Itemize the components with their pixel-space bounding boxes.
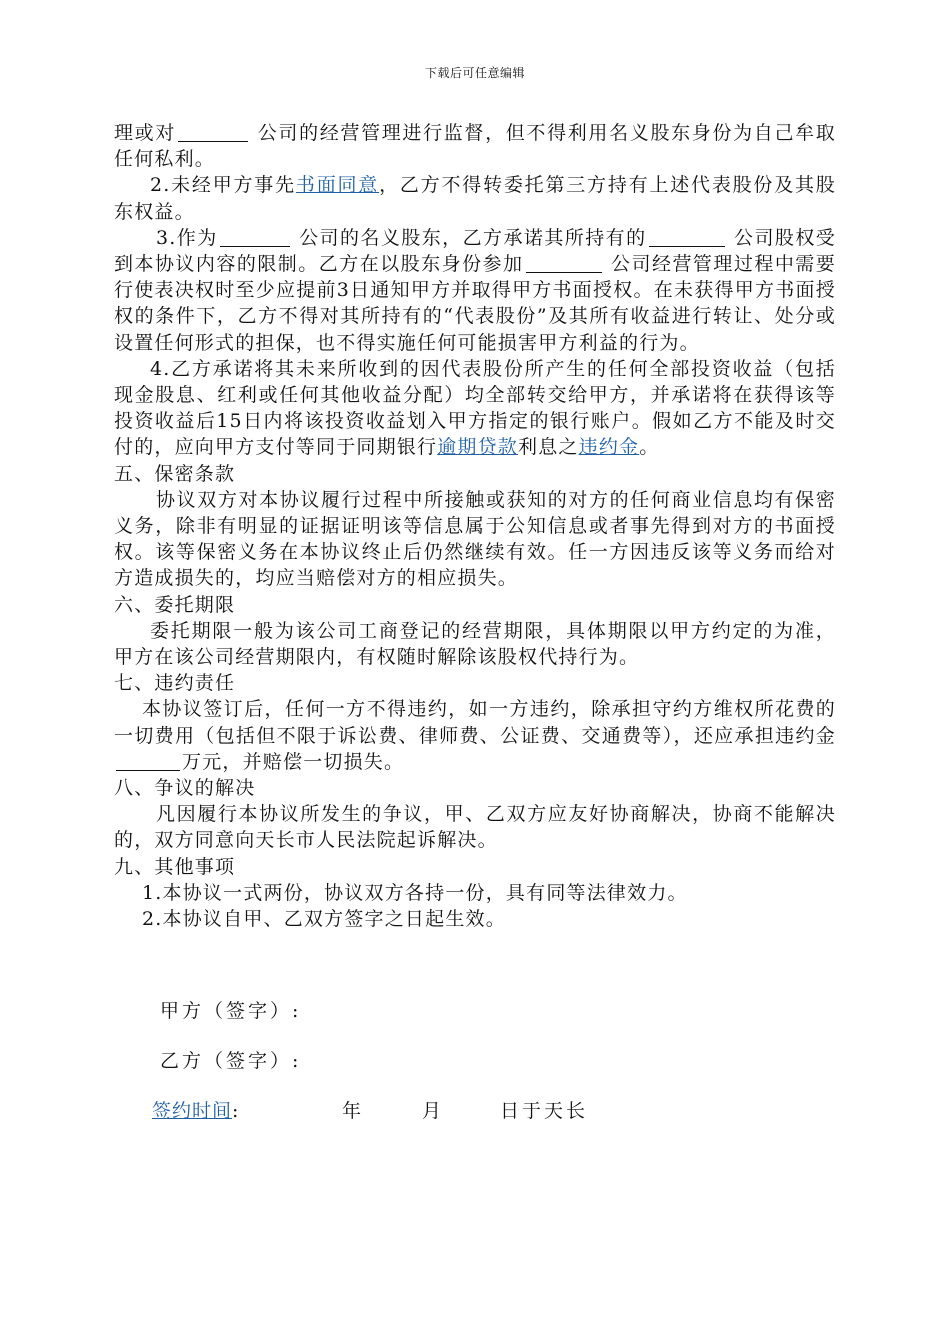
date-month-label: 月 (422, 1100, 445, 1122)
party-b-signature-line: 乙方（签字）: (160, 1050, 302, 1072)
section-body-term: 委托期限一般为该公司工商登记的经营期限，具体期限以甲方约定的为准，甲方在该公司经营期限内，有权随时解除该股权代持行为。 (114, 619, 836, 669)
text-segment: 理或对 (114, 122, 177, 144)
text-segment: 利息之 (518, 436, 579, 459)
fill-in-blank[interactable] (526, 254, 602, 273)
text-segment: 公司的经营管理进行监督，但不得利用名义股东身份为自己牟取任何私利。 (114, 122, 836, 171)
text-segment: 4.乙方承诺将其未来所收到的因代表股份所产生的任何全部投资收益（包括现金股息、红利或任何其他收益分配）均全部转交给甲方，并承诺将在获得该等投资收益后15日内将该投资收益划入甲方指定的银行账户。假如乙方不能及时交付的，应向甲方支付等同于同期银行 (114, 357, 836, 459)
document-body (114, 120, 836, 932)
fill-in-blank[interactable] (220, 228, 290, 247)
page-header: 下载后可任意编辑 (424, 66, 525, 80)
text-segment: 本协议签订后，任何一方不得违约，如一方违约，除承担守约方维权所花费的一切费用（包括但不限于诉讼费、律师费、公证费、交通费等），还应承担违约金 (114, 698, 836, 747)
link-overdue-loan[interactable]: 逾期贷款 (437, 436, 519, 459)
other-item-2: 2.本协议自甲、乙双方签字之日起生效。 (142, 908, 506, 931)
section-body-liability (114, 696, 836, 775)
other-item-1: 1.本协议一式两份，协议双方各持一份，具有同等法律效力。 (142, 881, 688, 904)
fill-in-blank[interactable] (116, 752, 180, 771)
section-body-confidentiality: 协议双方对本协议履行过程中所接触或获知的对方的任何商业信息均有保密义务，除非有明显的证据证明该等信息属于公知信息或者事先得到对方的书面授权。该等保密义务在本协议终止后仍然继续有效。任一方因违反该等义务而给对方造成损失的，均应当赔偿对方的相应损失。 (114, 488, 836, 590)
section-heading-other: 九、其他事项 (114, 855, 236, 878)
text-segment: 万元，并赔偿一切损失。 (182, 750, 405, 773)
text-segment: 3.作为 (156, 226, 218, 249)
clause-1-continuation (114, 120, 836, 172)
link-penalty[interactable]: 违约金 (578, 436, 640, 459)
section-heading-liability: 七、违约责任 (114, 672, 236, 695)
date-label-colon: : (232, 1100, 242, 1122)
text-segment: 2.未经甲方事先 (150, 174, 296, 197)
clause-2 (114, 172, 836, 224)
date-day-place-label: 日于天长 (500, 1100, 589, 1122)
party-a-signature-line: 甲方（签字）: (160, 1000, 302, 1022)
fill-in-blank[interactable] (178, 123, 248, 142)
section-heading-term: 六、委托期限 (114, 593, 236, 616)
date-year-label: 年 (342, 1100, 365, 1122)
clause-3 (114, 225, 836, 356)
clause-4 (114, 356, 836, 461)
section-body-dispute: 凡因履行本协议所发生的争议，甲、乙双方应友好协商解决，协商不能解决的，双方同意向天长市人民法院起诉解决。 (114, 803, 836, 852)
text-segment: 公司经营管理过程中需要行使表决权时至少应提前3日通知甲方并取得甲方书面授权。在未获得甲方书面授权的条件下，乙方不得对其所持有的“代表股份”及其所有收益进行转让、处分或设置任何形式的担保，也不得实施任何可能损害甲方利益的行为。 (114, 253, 836, 354)
text-segment: ，乙方不得转委托第三方持有上述代表股份及其股东权益。 (114, 174, 836, 223)
text-segment: 公司股权受到本协议内容的限制。乙方在以股东身份参加 (114, 226, 836, 276)
section-heading-confidentiality: 五、保密条款 (114, 462, 236, 485)
link-signing-time[interactable]: 签约时间 (152, 1100, 233, 1122)
section-heading-dispute: 八、争议的解决 (114, 777, 256, 800)
link-written-consent[interactable]: 书面同意 (295, 174, 380, 197)
text-segment: 。 (639, 436, 660, 459)
text-segment: 公司的名义股东，乙方承诺其所持有的 (291, 226, 647, 249)
signing-date-line (152, 1096, 589, 1123)
fill-in-blank[interactable] (649, 228, 725, 247)
